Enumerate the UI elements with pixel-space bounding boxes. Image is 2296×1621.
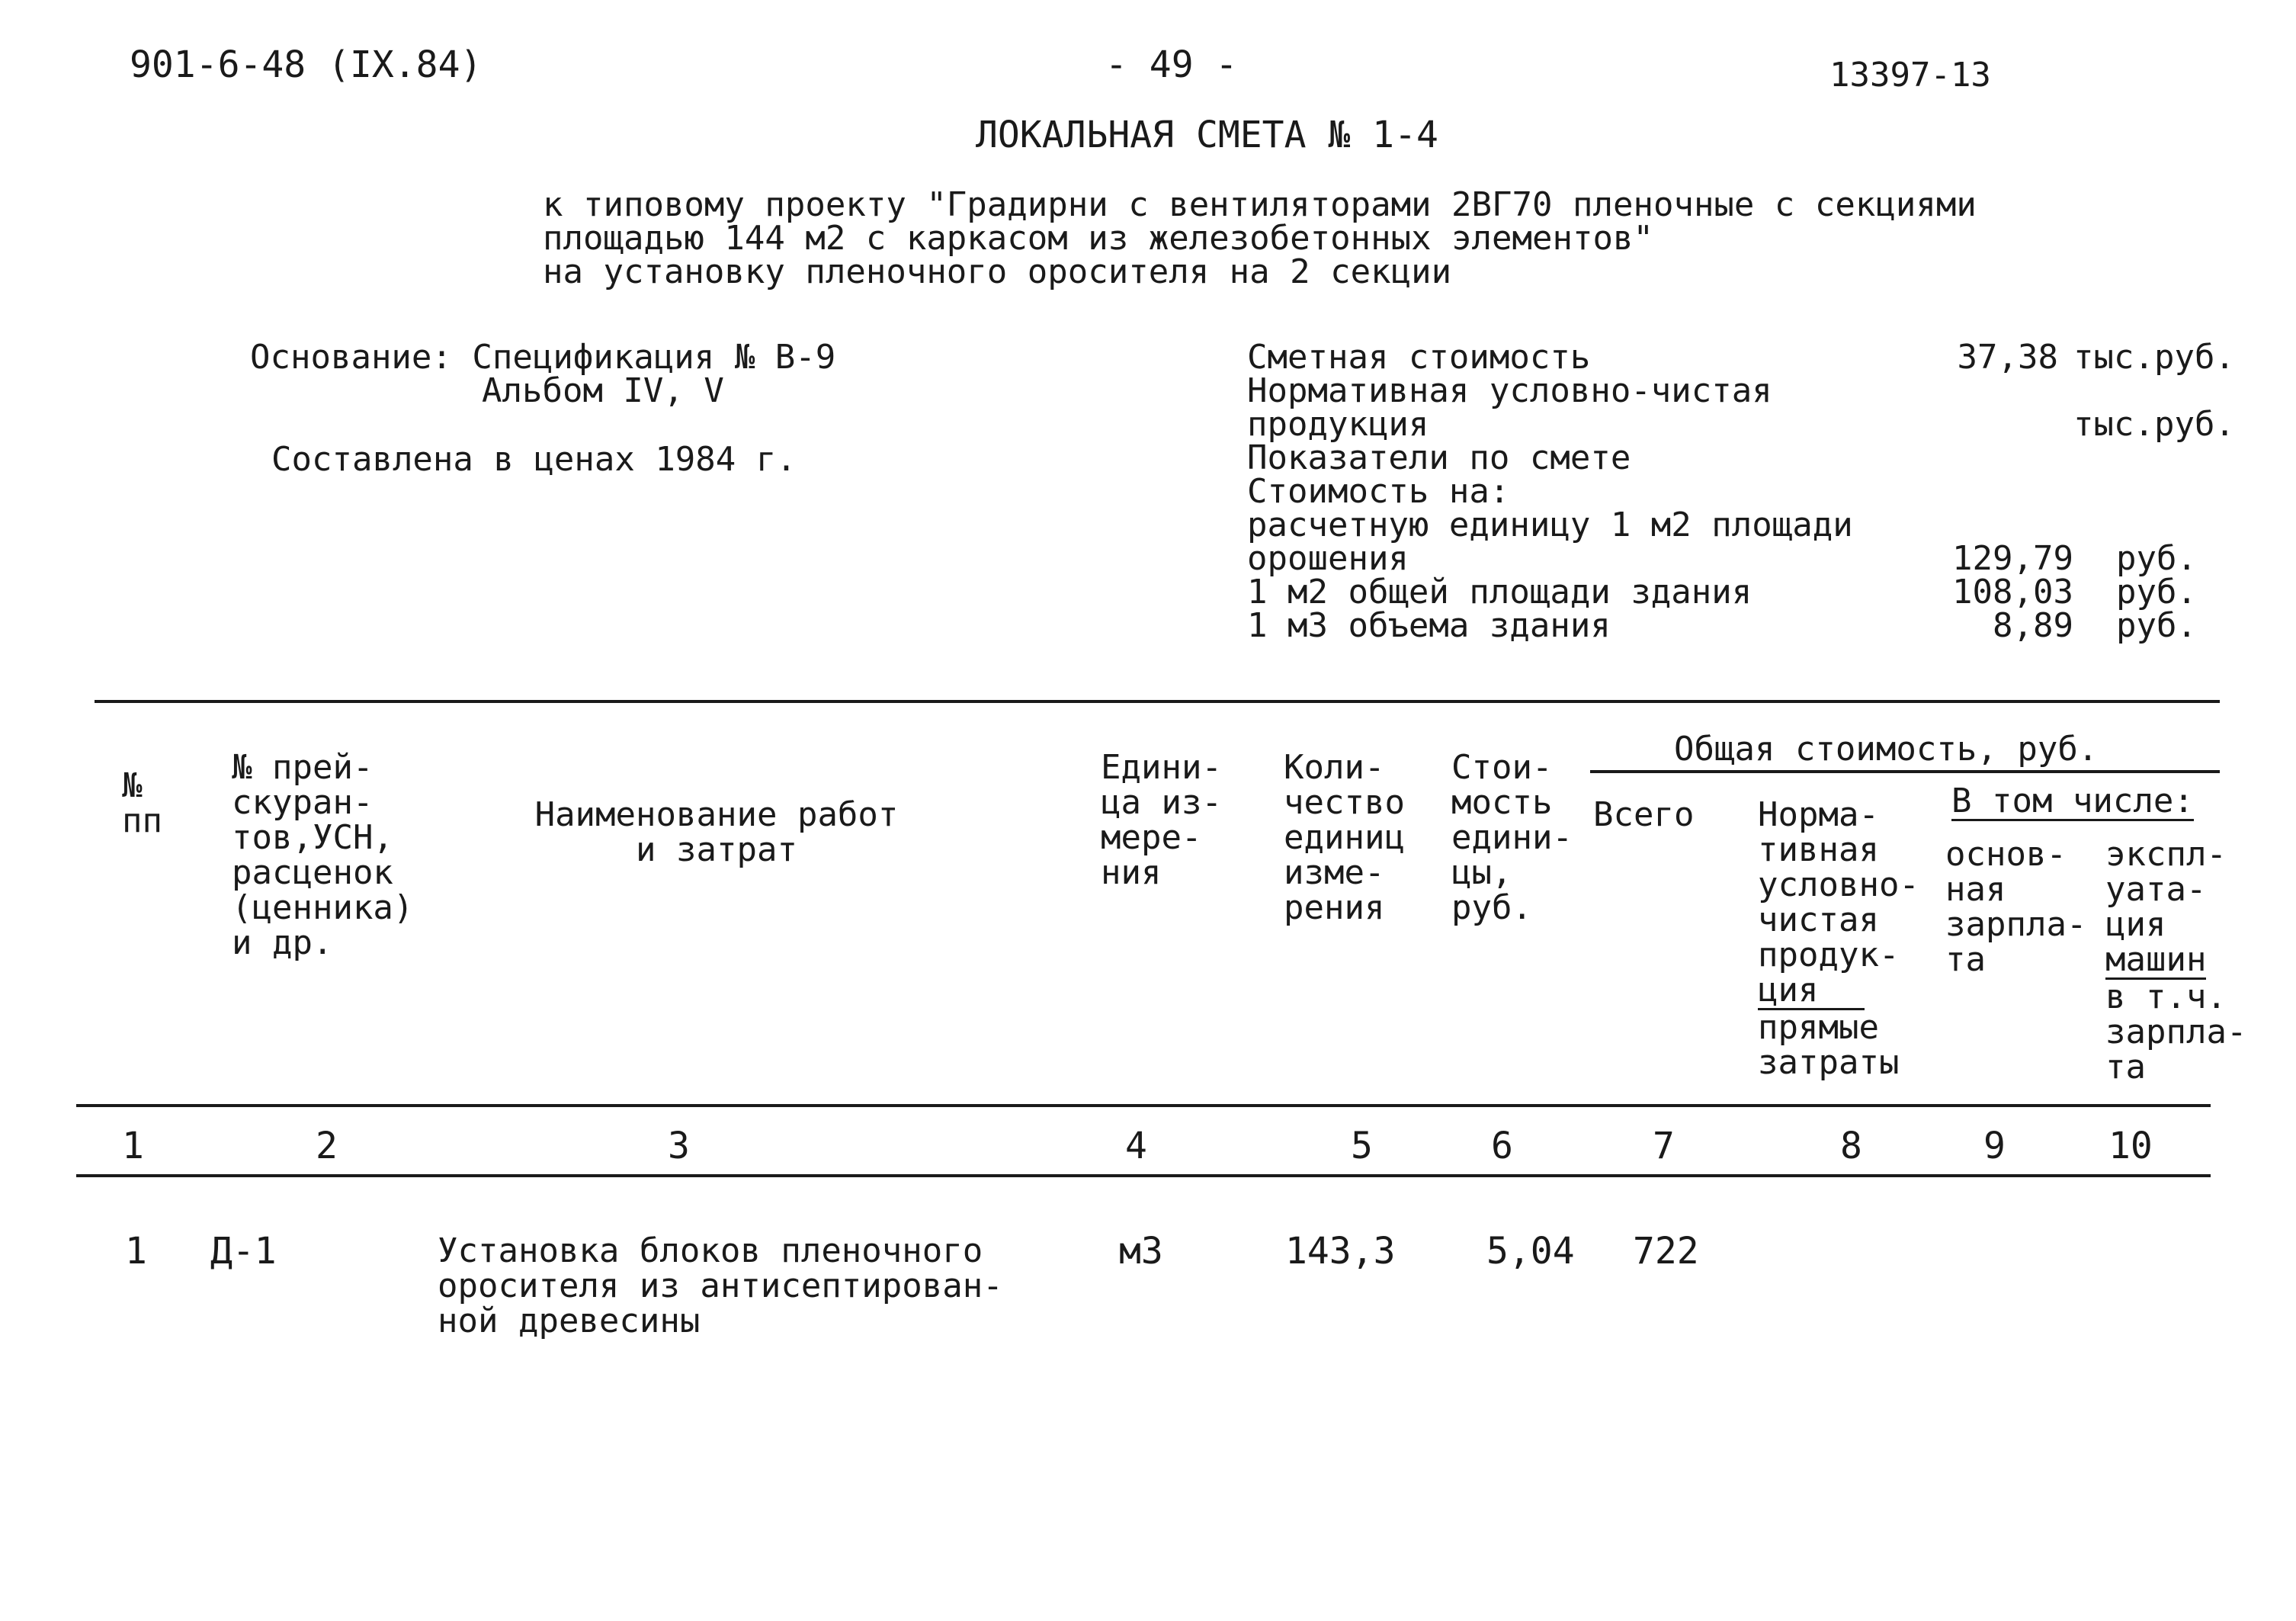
subtitle-line-2: площадью 144 м2 с каркасом из железобетонных элементов"	[543, 219, 1653, 258]
per-unit-value: 129,79	[1952, 539, 2073, 578]
per-area-value: 108,03	[1952, 573, 2073, 611]
colnum-6: 6	[1491, 1125, 1513, 1167]
per-unit-label-2: орошения	[1247, 539, 1409, 578]
per-unit-label-1: расчетную единицу 1 м2 площади	[1247, 506, 1853, 544]
cost-per-label: Стоимость на:	[1247, 472, 1510, 511]
header-col-3: Наименование работ и затрат	[534, 795, 899, 869]
header-col-8-top: Норма- тивная условно- чистая продук-	[1758, 795, 1919, 974]
document-title: ЛОКАЛЬНАЯ СМЕТА № 1-4	[976, 114, 1438, 156]
header-col-10	[2105, 837, 2246, 1085]
archive-number: 13397-13	[1829, 56, 1991, 95]
header-col-6: Стои- мость едини- цы, руб.	[1451, 748, 1573, 927]
row-unit: м3	[1119, 1230, 1163, 1273]
estimated-cost-value: 37,38	[1957, 338, 2058, 377]
group-header-rule	[1590, 770, 2220, 773]
colnum-1: 1	[122, 1125, 144, 1167]
header-col-9: основ- ная зарпла- та	[1945, 835, 2087, 979]
row-name: Установка блоков пленочного оросителя из антисептирован- ной древесины	[438, 1231, 1003, 1340]
per-area-unit: руб.	[2116, 573, 2197, 611]
row-quantity: 143,3	[1285, 1230, 1396, 1273]
colnum-4: 4	[1125, 1125, 1147, 1167]
colnum-bottom-rule	[76, 1174, 2211, 1177]
normative-label-2: продукция	[1247, 405, 1429, 444]
per-area-label: 1 м2 общей площади здания	[1247, 573, 1752, 611]
per-volume-label: 1 м3 объема здания	[1247, 606, 1611, 645]
header-col-10-underlined: машин	[2105, 940, 2207, 979]
per-unit-unit: руб.	[2116, 539, 2197, 578]
subtitle-line-1: к типовому проекту "Градирни с вентиляторами 2ВГ70 пленочные с секциями	[543, 185, 1977, 224]
header-col-10-bottom: в т.ч. зарпла- та	[2105, 977, 2247, 1087]
header-col-1: № пп	[122, 766, 162, 840]
estimated-cost-label: Сметная стоимость	[1247, 338, 1591, 377]
colnum-10: 10	[2108, 1125, 2153, 1167]
header-including	[1951, 784, 2194, 821]
colnum-3: 3	[668, 1125, 690, 1167]
row-unit-cost: 5,04	[1486, 1230, 1575, 1273]
colnum-8: 8	[1840, 1125, 1862, 1167]
basis-line-2: Альбом IV, V	[482, 371, 724, 410]
header-col-8-underlined: ция	[1758, 973, 1865, 1010]
header-col-10-top: экспл- уата- ция	[2105, 835, 2227, 944]
page-number: - 49 -	[1105, 43, 1238, 86]
table-top-rule	[95, 700, 2220, 703]
prices-line: Составлена в ценах 1984 г.	[271, 440, 797, 479]
row-num: 1	[125, 1230, 147, 1273]
estimated-cost-unit: тыс.руб.	[2073, 338, 2235, 377]
row-code: Д-1	[210, 1230, 277, 1273]
header-group-total-cost: Общая стоимость, руб.	[1674, 730, 2099, 769]
header-including-text: В том числе:	[1951, 782, 2194, 820]
indicators-label: Показатели по смете	[1247, 438, 1631, 477]
colnum-9: 9	[1983, 1125, 2006, 1167]
header-col-5: Коли- чество единиц изме- рения	[1284, 748, 1405, 927]
header-col-7: Всего	[1593, 795, 1695, 834]
row-total: 722	[1633, 1230, 1699, 1273]
doc-code: 901-6-48 (IX.84)	[130, 43, 483, 86]
normative-unit: тыс.руб.	[2073, 405, 2235, 444]
header-col-2: № прей- скуран- тов,УСН, расценок (ценника) и др.	[232, 748, 414, 962]
per-volume-unit: руб.	[2116, 606, 2197, 645]
header-col-8-bottom: прямые затраты	[1758, 1008, 1900, 1082]
basis-line-1: Основание: Спецификация № В-9	[250, 338, 836, 377]
colnum-7: 7	[1653, 1125, 1675, 1167]
normative-label-1: Нормативная условно-чистая	[1247, 371, 1772, 410]
header-col-4: Едини- ца из- мере- ния	[1101, 748, 1222, 892]
subtitle-line-3: на установку пленочного оросителя на 2 секции	[543, 252, 1452, 291]
header-bottom-rule	[76, 1104, 2211, 1107]
per-volume-value: 8,89	[1993, 606, 2073, 645]
colnum-5: 5	[1351, 1125, 1373, 1167]
colnum-2: 2	[316, 1125, 338, 1167]
header-col-8	[1758, 795, 1919, 1082]
